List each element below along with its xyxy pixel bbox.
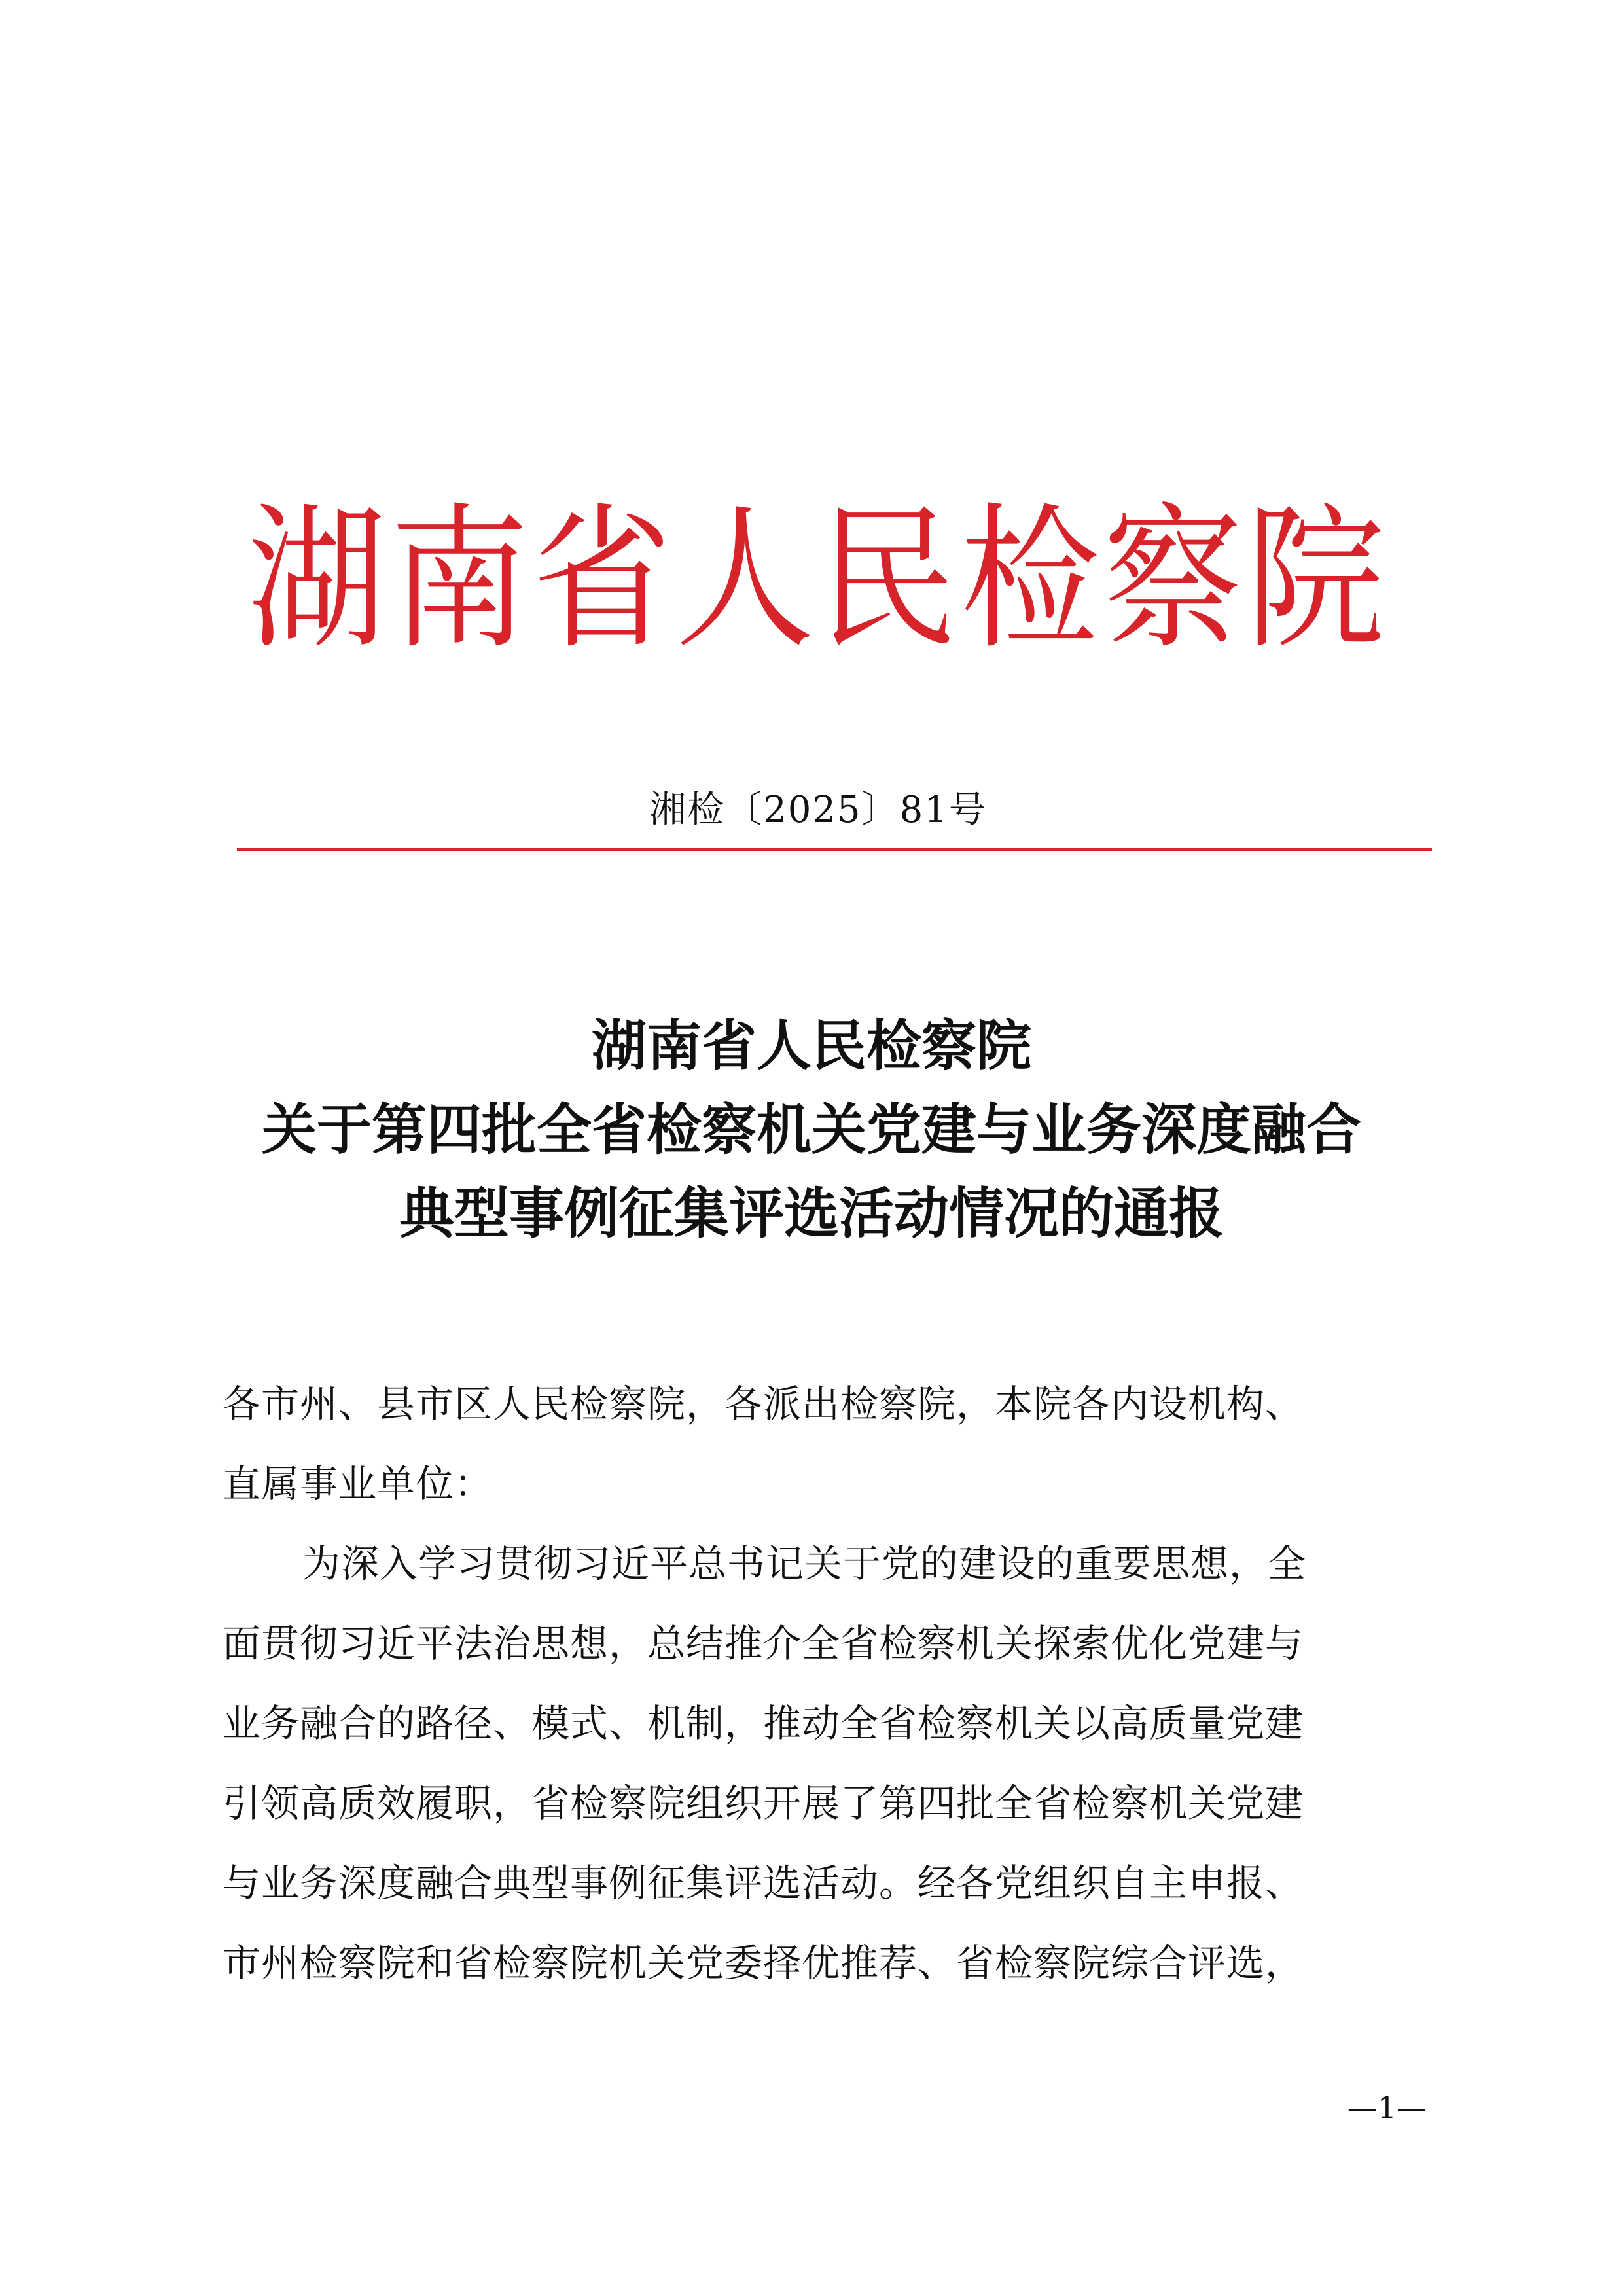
document-title — [196, 1004, 1427, 1255]
title-line-1: 湖南省人民检察院 — [591, 1013, 1031, 1078]
paragraph-line: 市州检察院和省检察院机关党委择优推荐、省检察院综合评选， — [223, 1941, 1304, 1985]
addressee-line-2: 直属事业单位： — [223, 1462, 493, 1506]
paragraph-line: 与业务深度融合典型事例征集评选活动。经各党组织自主申报、 — [223, 1861, 1304, 1905]
paragraph-line: 为深入学习贯彻习近平总书记关于党的建设的重要思想，全 — [302, 1541, 1307, 1586]
title-line-2: 关于第四批全省检察机关党建与业务深度融合 — [261, 1097, 1361, 1162]
masthead-issuer: 湖南省人民检察院 — [247, 488, 1389, 670]
paragraph-line: 引领高质效履职，省检察院组织开展了第四批全省检察机关党建 — [223, 1781, 1304, 1825]
red-separator-line — [237, 848, 1432, 851]
page-number: —1— — [1347, 2090, 1427, 2125]
document-number: 湘检〔2025〕81号 — [649, 789, 987, 831]
body-text — [223, 1364, 1420, 2003]
paragraph-line: 业务融合的路径、模式、机制，推动全省检察机关以高质量党建 — [223, 1701, 1304, 1746]
title-line-3: 典型事例征集评选活动情况的通报 — [399, 1181, 1224, 1246]
addressee-line-1: 各市州、县市区人民检察院，各派出检察院，本院各内设机构、 — [223, 1382, 1304, 1426]
paragraph-line: 面贯彻习近平法治思想，总结推介全省检察机关探索优化党建与 — [223, 1621, 1304, 1666]
